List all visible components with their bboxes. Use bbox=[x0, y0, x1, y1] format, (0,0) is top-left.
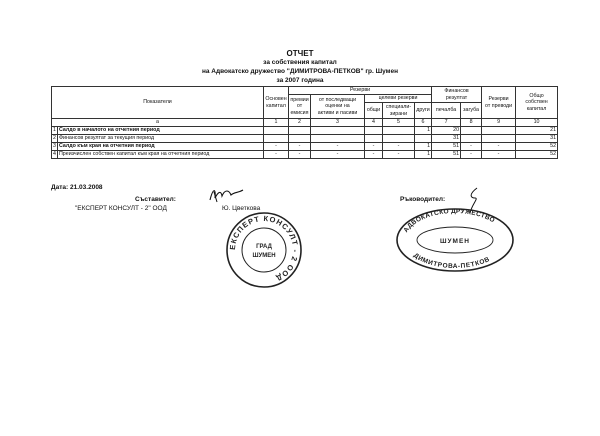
compiler-name: Ю. Цветкова bbox=[222, 205, 261, 212]
header-reserves: Резерви bbox=[289, 87, 432, 95]
table-row bbox=[52, 143, 558, 151]
header-special: специали- зирани bbox=[383, 103, 415, 119]
header-general: общи bbox=[365, 103, 383, 119]
col-num: 2 bbox=[289, 119, 311, 127]
right-oval-stamp bbox=[395, 206, 515, 272]
col-num: 5 bbox=[383, 119, 415, 127]
table-cell bbox=[383, 135, 415, 143]
table-cell: - bbox=[365, 151, 383, 159]
company-line: на Адвокатско дружество "ДИМИТРОВА-ПЕТКОВ" гр. Шумен bbox=[201, 68, 399, 75]
table-cell: 31 bbox=[516, 135, 558, 143]
year-line: за 2007 година bbox=[276, 77, 324, 84]
report-date: Дата: 21.03.2008 bbox=[51, 184, 103, 191]
svg-text:ДИМИТРОВА-ПЕТКОВ bbox=[412, 252, 491, 270]
table-cell: 51 bbox=[432, 143, 461, 151]
table-cell: 52 bbox=[516, 143, 558, 151]
right-stamp-center-text: ШУМЕН bbox=[439, 238, 471, 245]
header-total: Общо собствен капитал bbox=[516, 87, 558, 119]
table-cell bbox=[289, 127, 311, 135]
table-row bbox=[52, 151, 558, 159]
table-cell: 1 bbox=[415, 143, 432, 151]
table-cell bbox=[383, 127, 415, 135]
table-cell bbox=[365, 135, 383, 143]
row-label: Салдо в началото на отчетния период bbox=[58, 127, 264, 135]
report-subtitle: за собствения капитал bbox=[263, 59, 337, 66]
report-title: ОТЧЕТ bbox=[286, 49, 314, 58]
table-cell bbox=[482, 135, 516, 143]
header-other: други bbox=[415, 103, 432, 119]
header-premiums: премии от емисия bbox=[289, 95, 311, 119]
row-number: 3 bbox=[53, 143, 56, 150]
equity-table bbox=[51, 86, 558, 159]
col-num: 10 bbox=[516, 119, 558, 127]
table-cell: - bbox=[311, 151, 365, 159]
col-num: 1 bbox=[264, 119, 289, 127]
col-num: 7 bbox=[432, 119, 461, 127]
table-cell bbox=[264, 135, 289, 143]
table-cell: - bbox=[383, 151, 415, 159]
table-cell: - bbox=[264, 151, 289, 159]
table-cell: 20 bbox=[432, 127, 461, 135]
header-financial-result: Финансов резултат bbox=[432, 87, 482, 103]
table-cell: - bbox=[482, 151, 516, 159]
table-cell bbox=[415, 135, 432, 143]
table-cell: 1 bbox=[415, 127, 432, 135]
table-cell bbox=[311, 127, 365, 135]
table-cell: 31 bbox=[432, 135, 461, 143]
row-number: 2 bbox=[53, 135, 56, 142]
table-cell bbox=[461, 135, 482, 143]
header-revaluation: от последващи оценки на активи и пасиви bbox=[311, 95, 365, 119]
table-cell bbox=[311, 135, 365, 143]
table-cell: - bbox=[289, 151, 311, 159]
table-cell bbox=[461, 127, 482, 135]
table-cell bbox=[264, 127, 289, 135]
col-num: 6 bbox=[415, 119, 432, 127]
left-stamp-city: ШУМЕН bbox=[252, 253, 276, 259]
row-number: 4 bbox=[53, 151, 56, 158]
compiler-company: "ЕКСПЕРТ КОНСУЛТ - 2" ООД bbox=[75, 205, 167, 212]
header-target-reserves: целеви резерви bbox=[365, 95, 432, 103]
compiler-label: Съставител: bbox=[135, 196, 176, 203]
table-cell: 51 bbox=[432, 151, 461, 159]
table-cell bbox=[289, 135, 311, 143]
table-cell: 21 bbox=[516, 127, 558, 135]
table-cell: - bbox=[461, 143, 482, 151]
table-row bbox=[52, 135, 558, 143]
table-cell: 1 bbox=[415, 151, 432, 159]
manager-label: Ръководител: bbox=[400, 196, 446, 203]
row-label: Финансов резултат за текущия период bbox=[58, 135, 264, 143]
table-cell: - bbox=[461, 151, 482, 159]
table-cell: 52 bbox=[516, 151, 558, 159]
table-cell bbox=[482, 127, 516, 135]
table-row bbox=[52, 127, 558, 135]
header-basic-capital: Основен капитал bbox=[264, 87, 289, 119]
col-num: 9 bbox=[482, 119, 516, 127]
table-cell: - bbox=[482, 143, 516, 151]
left-stamp-city-label: ГРАД bbox=[256, 244, 272, 250]
table-cell: - bbox=[311, 143, 365, 151]
compiler-signature bbox=[207, 184, 247, 206]
table-cell: - bbox=[365, 143, 383, 151]
header-indicators: Показатели bbox=[52, 87, 264, 119]
table-cell: - bbox=[264, 143, 289, 151]
table-cell: - bbox=[289, 143, 311, 151]
header-loss: загуба bbox=[461, 103, 482, 119]
right-stamp-top-text: АДВОКАТСКО ДРУЖЕСТВО bbox=[402, 207, 496, 234]
row-label: Преизчислен собствен капитал към края на отчетния период bbox=[58, 151, 264, 159]
col-num: 8 bbox=[461, 119, 482, 127]
row-label: Салдо към края на отчетния период bbox=[58, 143, 264, 151]
col-num: 4 bbox=[365, 119, 383, 127]
table-cell: - bbox=[383, 143, 415, 151]
left-stamp-ring-text: ЕКСПЕРТ КОНСУЛТ - 2 ООД bbox=[227, 213, 301, 284]
column-number-row bbox=[52, 119, 558, 127]
col-num: а bbox=[52, 119, 264, 127]
row-number: 1 bbox=[53, 127, 56, 134]
left-round-stamp bbox=[224, 210, 304, 290]
header-profit: печалба bbox=[432, 103, 461, 119]
header-transfer-reserves: Резерви от преводи bbox=[482, 87, 516, 119]
right-stamp-bottom-text: ДИМИТРОВА-ПЕТКОВ bbox=[412, 251, 492, 271]
col-num: 3 bbox=[311, 119, 365, 127]
table-cell bbox=[365, 127, 383, 135]
